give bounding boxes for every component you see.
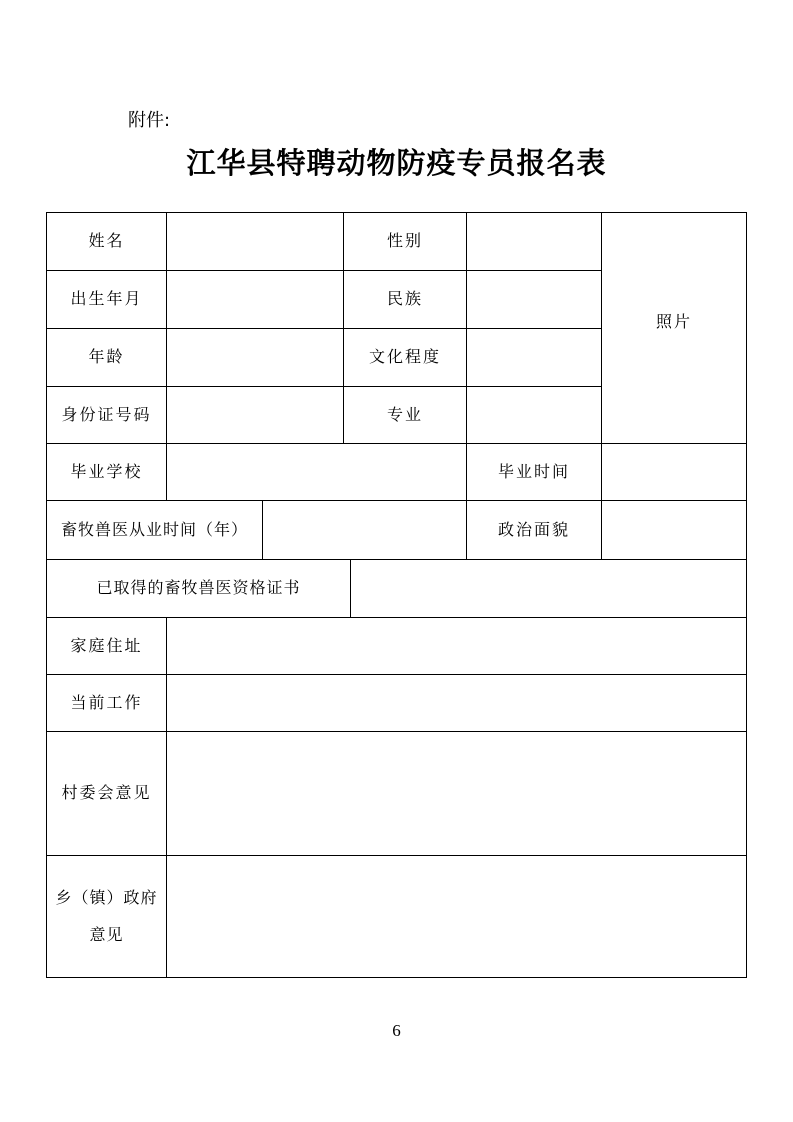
ethnicity-label: 民族 bbox=[343, 270, 467, 329]
name-field[interactable] bbox=[166, 212, 344, 271]
attachment-label: 附件: bbox=[128, 110, 171, 131]
form-title: 江华县特聘动物防疫专员报名表 bbox=[186, 146, 607, 180]
age-field[interactable] bbox=[166, 328, 344, 387]
photo-box bbox=[601, 212, 747, 444]
vet-work-years-field[interactable] bbox=[262, 500, 467, 560]
id-number-label: 身份证号码 bbox=[46, 386, 167, 444]
ethnicity-field[interactable] bbox=[466, 270, 602, 329]
school-field[interactable] bbox=[166, 443, 467, 501]
township-opinion-label-line2: 意见 bbox=[89, 924, 124, 944]
vet-certificate-label: 已取得的畜牧兽医资格证书 bbox=[46, 559, 351, 618]
name-label: 姓名 bbox=[46, 212, 167, 271]
township-opinion-label-line1: 乡（镇）政府 bbox=[55, 887, 158, 907]
vet-work-years-label: 畜牧兽医从业时间（年） bbox=[46, 500, 263, 560]
village-opinion-field[interactable] bbox=[166, 731, 747, 856]
birth-field[interactable] bbox=[166, 270, 344, 329]
education-label: 文化程度 bbox=[343, 328, 467, 387]
village-opinion-label: 村委会意见 bbox=[46, 731, 167, 856]
graduation-time-field[interactable] bbox=[601, 443, 747, 501]
id-number-field[interactable] bbox=[166, 386, 344, 444]
township-opinion-field[interactable] bbox=[166, 855, 747, 978]
birth-label: 出生年月 bbox=[46, 270, 167, 329]
gender-label: 性别 bbox=[343, 212, 467, 271]
political-status-field[interactable] bbox=[601, 500, 747, 560]
education-field[interactable] bbox=[466, 328, 602, 387]
current-job-field[interactable] bbox=[166, 674, 747, 732]
page-number: 6 bbox=[392, 1021, 401, 1040]
photo-label: 照片 bbox=[655, 311, 692, 331]
gender-field[interactable] bbox=[466, 212, 602, 271]
township-opinion-label bbox=[46, 855, 167, 978]
major-field[interactable] bbox=[466, 386, 602, 444]
graduation-time-label: 毕业时间 bbox=[466, 443, 602, 501]
political-status-label: 政治面貌 bbox=[466, 500, 602, 560]
address-field[interactable] bbox=[166, 617, 747, 675]
age-label: 年龄 bbox=[46, 328, 167, 387]
school-label: 毕业学校 bbox=[46, 443, 167, 501]
vet-certificate-field[interactable] bbox=[350, 559, 747, 618]
address-label: 家庭住址 bbox=[46, 617, 167, 675]
current-job-label: 当前工作 bbox=[46, 674, 167, 732]
major-label: 专业 bbox=[343, 386, 467, 444]
